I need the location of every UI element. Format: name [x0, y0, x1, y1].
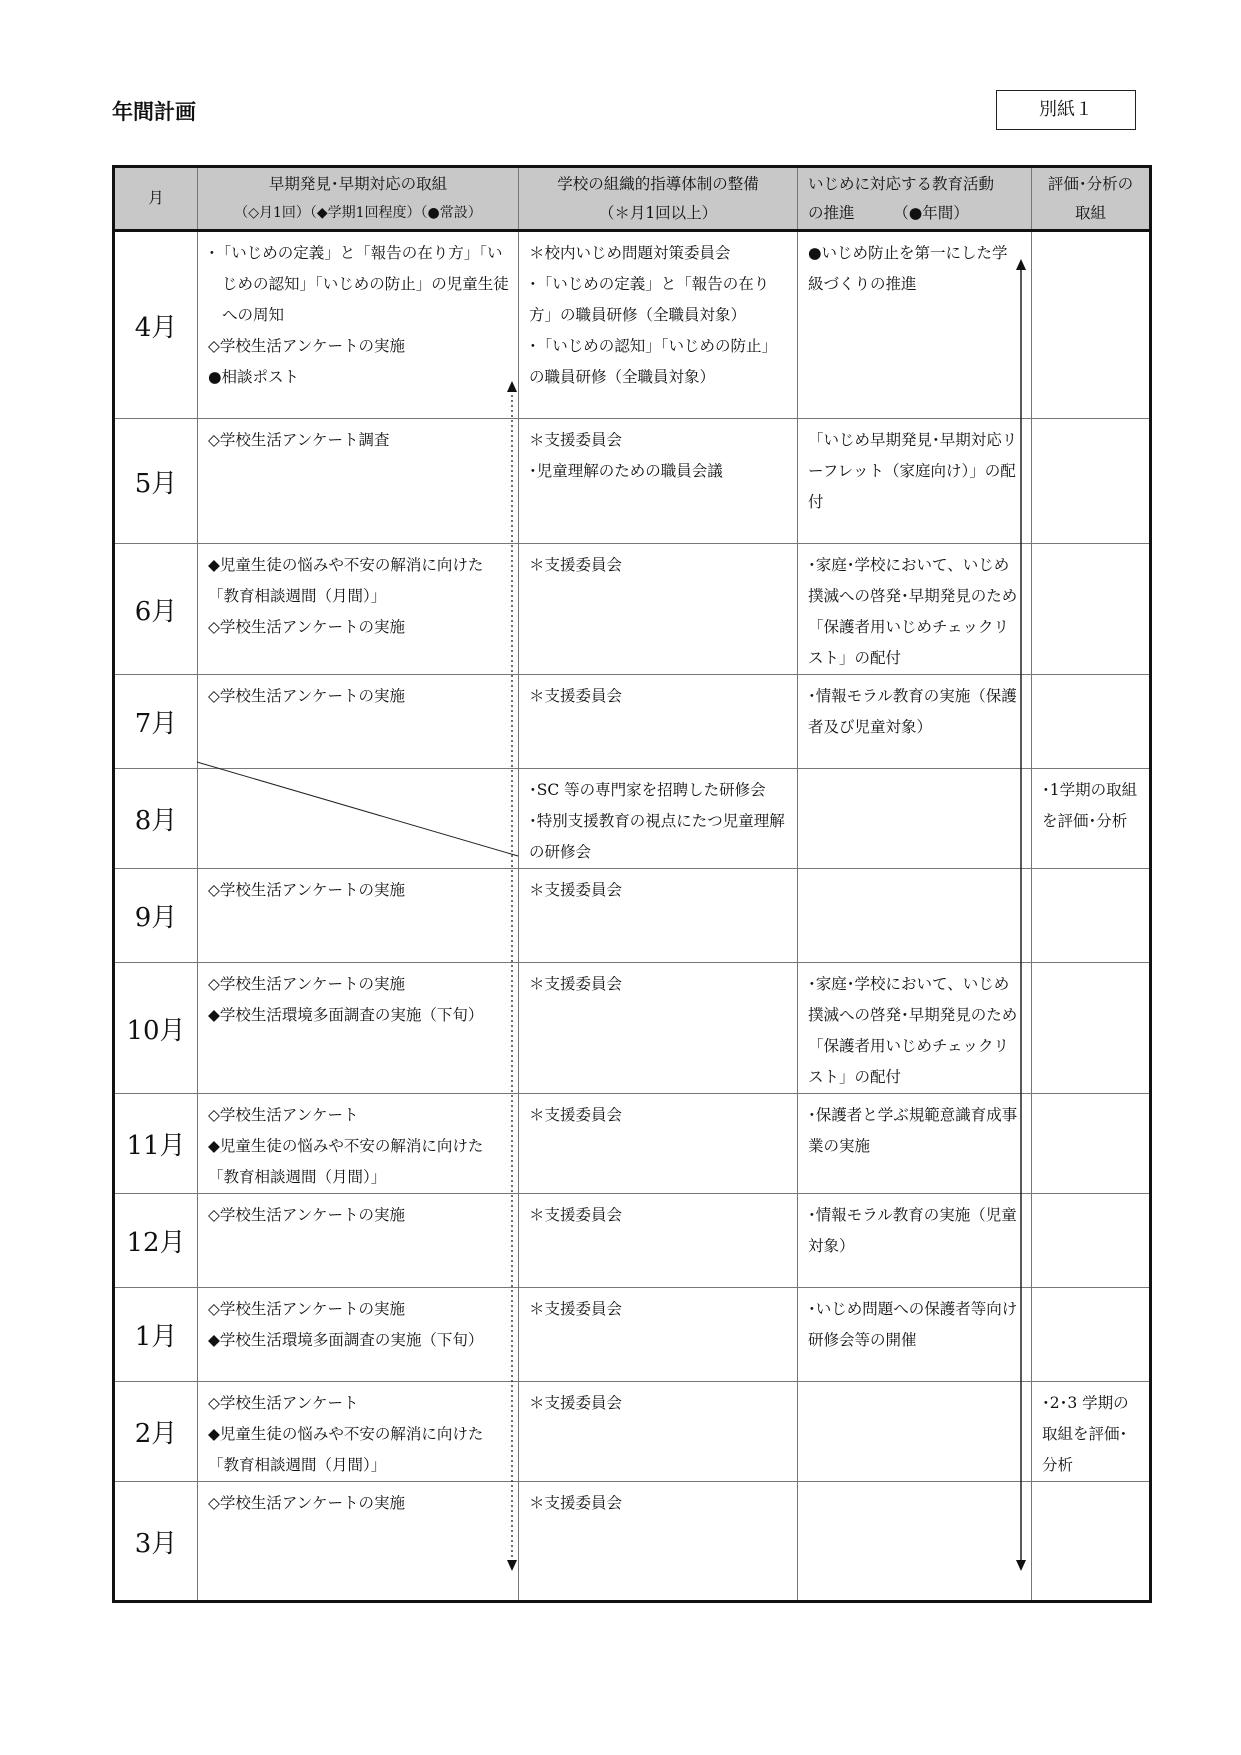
cell-item: ◇学校生活アンケートの実施 [208, 337, 405, 355]
cell-item: ･2･3 学期の取組を評価･分析 [1042, 1394, 1129, 1474]
cell-item: ･家庭･学校において、いじめ撲滅への啓発･早期発見のため「保護者用いじめチェックリスト」の配付 [808, 975, 1018, 1086]
cell-item: ＊支援委員会 [529, 975, 623, 993]
col2-cell [519, 1194, 798, 1288]
cell-item: ◇学校生活アンケートの実施 [208, 975, 405, 993]
header-evaluation-line1: 評価･分析の [1047, 174, 1134, 193]
cell-item: ＊支援委員会 [529, 1206, 623, 1224]
col2-cell [519, 869, 798, 963]
cell-item: ･保護者と学ぶ規範意識育成事業の実施 [808, 1106, 1018, 1155]
cell-item: ･いじめ問題への保護者等向け研修会等の開催 [808, 1300, 1018, 1349]
col3-cell [798, 231, 1032, 419]
cell-item: ◇学校生活アンケートの実施 [208, 881, 405, 899]
col1-cell [198, 1482, 519, 1602]
col4-cell [1032, 231, 1151, 419]
cell-item: ◆児童生徒の悩みや不安の解消に向けた「教育相談週間（月間）」 [208, 556, 484, 605]
col4-cell [1032, 1288, 1151, 1382]
col3-cell [798, 869, 1032, 963]
table-row [114, 1094, 1151, 1194]
cell-item: ＊支援委員会 [529, 687, 623, 705]
col1-cell [198, 1288, 519, 1382]
header-evaluation [1032, 167, 1151, 231]
col1-cell [198, 544, 519, 675]
col4-cell [1032, 1194, 1151, 1288]
cell-item: ･児童理解のための職員会議 [529, 462, 723, 480]
col2-cell [519, 419, 798, 544]
col2-cell [519, 1382, 798, 1482]
col3-cell [798, 675, 1032, 769]
month-cell: 3月 [114, 1482, 198, 1602]
col4-cell [1032, 869, 1151, 963]
cell-item: ･特別支援教育の視点にたつ児童理解の研修会 [529, 812, 785, 861]
cell-item: ＊支援委員会 [529, 1394, 623, 1412]
header-education-line1: いじめに対応する教育活動 [808, 174, 995, 193]
month-cell: 7月 [114, 675, 198, 769]
table-row [114, 419, 1151, 544]
col2-cell [519, 769, 798, 869]
table-row [114, 869, 1151, 963]
col3-cell [798, 419, 1032, 544]
cell-item: ◇学校生活アンケートの実施 [208, 618, 405, 636]
col1-cell [198, 1194, 519, 1288]
col2-cell [519, 1288, 798, 1382]
cell-item: ◇学校生活アンケートの実施 [208, 1494, 405, 1512]
col3-cell [798, 769, 1032, 869]
cell-item: ･「いじめの定義」と「報告の在り方」の職員研修（全職員対象） [529, 275, 770, 324]
cell-item: ･「いじめの認知」「いじめの防止」の職員研修（全職員対象） [529, 337, 778, 386]
table-row [114, 1482, 1151, 1602]
table-row [114, 544, 1151, 675]
table-body [114, 231, 1151, 1602]
month-cell: 11月 [114, 1094, 198, 1194]
col3-cell [798, 963, 1032, 1094]
table-row [114, 1288, 1151, 1382]
header-early-detection [198, 167, 519, 231]
cell-item: 「いじめ早期発見･早期対応リーフレット（家庭向け）」の配付 [808, 431, 1018, 511]
col4-cell [1032, 419, 1151, 544]
month-cell: 12月 [114, 1194, 198, 1288]
cell-item: ＊校内いじめ問題対策委員会 [529, 244, 731, 262]
col4-cell [1032, 1482, 1151, 1602]
header-organization-title: 学校の組織的指導体制の整備 [557, 174, 759, 193]
month-cell: 5月 [114, 419, 198, 544]
col1-cell [198, 675, 519, 769]
table-row [114, 769, 1151, 869]
month-cell: 8月 [114, 769, 198, 869]
cell-item: ＊支援委員会 [529, 1106, 623, 1124]
cell-item: ＊支援委員会 [529, 431, 623, 449]
col2-cell [519, 1482, 798, 1602]
col1-cell [198, 869, 519, 963]
col1-cell [198, 1094, 519, 1194]
table-row [114, 675, 1151, 769]
col4-cell [1032, 963, 1151, 1094]
header-organization [519, 167, 798, 231]
header-early-detection-sub: （◇月1回）（◆学期1回程度）（●常設） [234, 204, 482, 221]
cell-item: ･SC 等の専門家を招聘した研修会 [529, 781, 766, 799]
table-row [114, 231, 1151, 419]
col1-cell [198, 231, 519, 419]
col3-cell [798, 1288, 1032, 1382]
header-education-line2: の推進 （●年間） [808, 203, 969, 222]
annual-plan-table [112, 165, 1152, 1603]
col1-cell [198, 419, 519, 544]
col1-cell [198, 963, 519, 1094]
col4-cell [1032, 769, 1151, 869]
col3-cell [798, 544, 1032, 675]
cell-item: ◇学校生活アンケートの実施 [208, 687, 405, 705]
cell-item: ◆児童生徒の悩みや不安の解消に向けた「教育相談週間（月間）」 [208, 1137, 484, 1186]
month-cell: 10月 [114, 963, 198, 1094]
cell-item: ＊支援委員会 [529, 881, 623, 899]
month-cell: 9月 [114, 869, 198, 963]
cell-item: ･家庭･学校において、いじめ撲滅への啓発･早期発見のため「保護者用いじめチェックリスト」の配付 [808, 556, 1018, 667]
attachment-label: 別紙１ [996, 90, 1136, 130]
month-cell: 1月 [114, 1288, 198, 1382]
col4-cell [1032, 675, 1151, 769]
cell-item: ＊支援委員会 [529, 1494, 623, 1512]
col2-cell [519, 963, 798, 1094]
cell-item: ＊支援委員会 [529, 556, 623, 574]
col2-cell [519, 544, 798, 675]
cell-item: ･1学期の取組を評価･分析 [1042, 781, 1138, 830]
table-header-row [114, 167, 1151, 231]
cell-item: ●いじめ防止を第一にした学級づくりの推進 [808, 244, 1008, 293]
header-education [798, 167, 1032, 231]
cell-item: ＊支援委員会 [529, 1300, 623, 1318]
cell-item: ･情報モラル教育の実施（保護者及び児童対象） [808, 687, 1017, 736]
cell-item: ◇学校生活アンケート [208, 1106, 359, 1124]
cell-item: ◇学校生活アンケートの実施 [208, 1300, 405, 1318]
cell-item: ◇学校生活アンケート [208, 1394, 359, 1412]
cell-item: ◆学校生活環境多面調査の実施（下旬） [208, 1006, 484, 1024]
col1-cell [198, 1382, 519, 1482]
cell-item: ◆児童生徒の悩みや不安の解消に向けた「教育相談週間（月間）」 [208, 1425, 484, 1474]
header-month: 月 [114, 167, 198, 231]
col4-cell [1032, 1382, 1151, 1482]
table-row [114, 1194, 1151, 1288]
cell-item: ●相談ポスト [208, 368, 300, 386]
col4-cell [1032, 1094, 1151, 1194]
table-row [114, 1382, 1151, 1482]
table-row [114, 963, 1151, 1094]
col3-cell [798, 1094, 1032, 1194]
cell-item: ･「いじめの定義」と「報告の在り方」「いじめの認知」「いじめの防止」の児童生徒への周知 [208, 244, 509, 324]
month-cell: 4月 [114, 231, 198, 419]
col2-cell [519, 1094, 798, 1194]
page-title: 年間計画 [112, 100, 196, 124]
col2-cell [519, 231, 798, 419]
month-cell: 6月 [114, 544, 198, 675]
cell-item: ◆学校生活環境多面調査の実施（下旬） [208, 1331, 484, 1349]
cell-item: ◇学校生活アンケートの実施 [208, 1206, 405, 1224]
col3-cell [798, 1482, 1032, 1602]
col2-cell [519, 675, 798, 769]
header-early-detection-title: 早期発見･早期対応の取組 [268, 174, 448, 193]
header-evaluation-line2: 取組 [1074, 203, 1106, 222]
header-organization-sub: （＊月1回以上） [598, 203, 718, 222]
col3-cell [798, 1382, 1032, 1482]
cell-item: ◇学校生活アンケート調査 [208, 431, 390, 449]
col3-cell [798, 1194, 1032, 1288]
cell-item: ･情報モラル教育の実施（児童対象） [808, 1206, 1017, 1255]
col4-cell [1032, 544, 1151, 675]
month-cell: 2月 [114, 1382, 198, 1482]
col1-cell [198, 769, 519, 869]
